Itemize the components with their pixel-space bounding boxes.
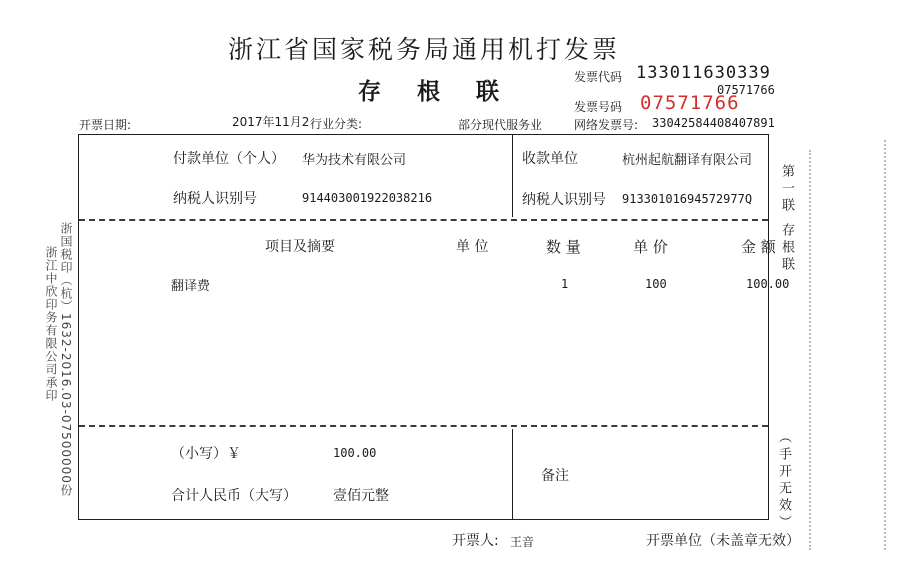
- items-dash-bottom: [79, 425, 768, 427]
- header-quantity: 数 量: [546, 238, 581, 256]
- total-small-value: 100.00: [333, 446, 377, 460]
- issue-date-label: 开票日期:: [79, 118, 132, 132]
- printer-info-2: 浙江中欣印务有限公司承印: [44, 246, 58, 402]
- payee-tax-id-label: 纳税人识别号: [522, 192, 606, 208]
- invoice-code-label: 发票代码: [574, 70, 623, 84]
- invoice-number-label: 发票号码: [574, 100, 623, 114]
- invoice-code-small: 07571766: [717, 83, 775, 97]
- payer-payee-divider: [512, 135, 513, 217]
- payer-label: 付款单位（个人）: [173, 151, 285, 167]
- header-unit: 单 位: [456, 239, 489, 255]
- row-amount: 100.00: [746, 277, 790, 291]
- header-amount: 金 额: [741, 238, 776, 256]
- remarks-label: 备注: [541, 468, 569, 484]
- invoice-code: 133011630339: [636, 63, 771, 83]
- printer-info-1: 浙国税印（杭）1632-2016.03-07500000份: [59, 222, 73, 497]
- row-unit-price: 100: [645, 277, 667, 291]
- payee-label: 收款单位: [522, 151, 578, 167]
- category-value: 部分现代服务业: [458, 118, 543, 132]
- total-small-label: （小写）￥: [171, 446, 241, 462]
- total-big-label: 合计人民币（大写）: [171, 488, 297, 504]
- invoice-title: 浙江省国家税务局通用机打发票: [228, 35, 621, 64]
- invoice-subtitle: 存 根 联: [358, 79, 514, 105]
- payee-name: 杭州起航翻译有限公司: [622, 153, 753, 168]
- row-item: 翻译费: [171, 279, 211, 294]
- category-label: 行业分类:: [310, 117, 363, 131]
- network-number-label: 网络发票号:: [574, 118, 639, 132]
- payer-tax-id-label: 纳税人识别号: [173, 191, 257, 207]
- issuer-label: 开票人:: [452, 533, 499, 549]
- copy-label: 第一联 存根联: [779, 164, 794, 275]
- dotted-edge-far-right: [884, 140, 886, 550]
- network-number: 33042584408407891: [652, 116, 775, 130]
- payer-name: 华为技术有限公司: [302, 153, 407, 168]
- total-big-value: 壹佰元整: [333, 488, 389, 504]
- handwritten-invalid-label: （手开无效）: [776, 430, 791, 532]
- header-item: 项目及摘要: [265, 239, 335, 255]
- header-unit-price: 单 价: [633, 238, 668, 256]
- payee-tax-id: 91330101694572977Q: [622, 192, 753, 206]
- header-dash-top: [79, 219, 768, 221]
- issuing-unit-label: 开票单位（未盖章无效）: [646, 533, 800, 549]
- dotted-edge-right: [809, 150, 811, 550]
- issuer-name: 王音: [510, 535, 535, 549]
- invoice-number: 07571766: [640, 92, 740, 114]
- remarks-divider: [512, 429, 513, 519]
- row-quantity: 1: [561, 277, 569, 291]
- payer-tax-id: 914403001922038216: [302, 191, 433, 205]
- issue-date: 2017年11月2: [232, 115, 310, 129]
